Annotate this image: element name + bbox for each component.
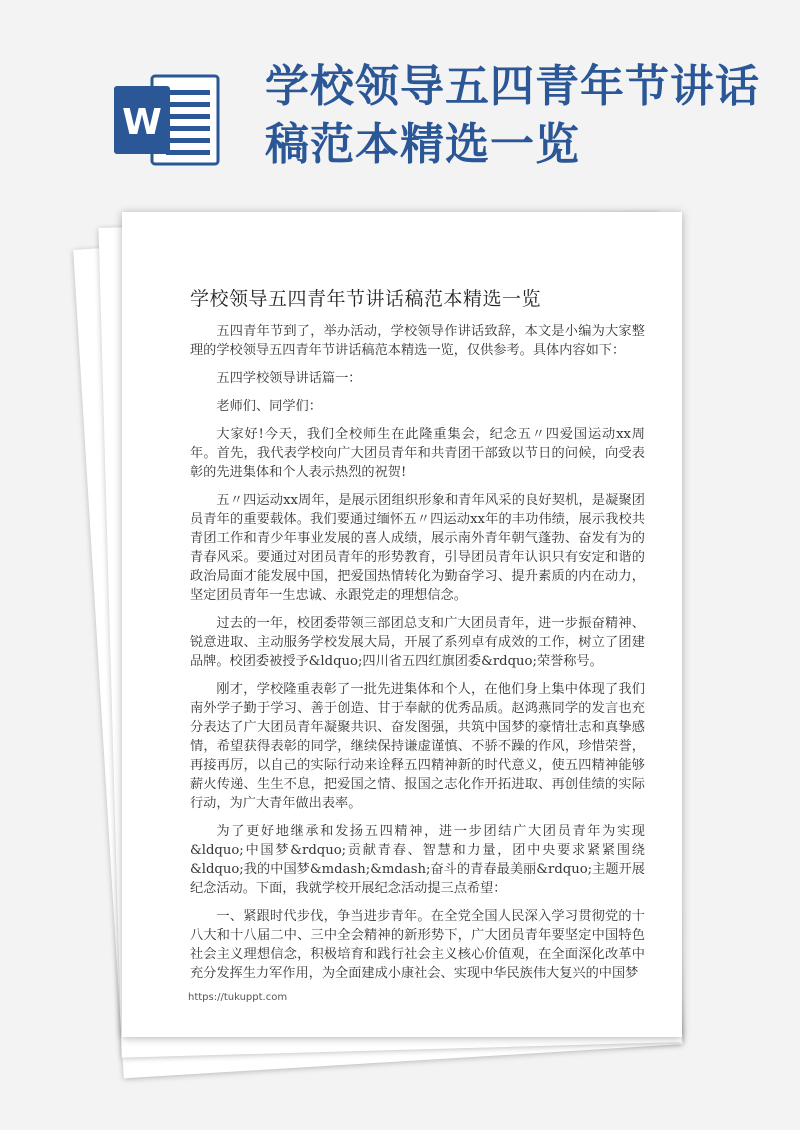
paragraph: 老师们、同学们： xyxy=(216,399,322,414)
paragraph: 大家好!今天，我们全校师生在此隆重集会，纪念五〃四爱国运动xx周年。首先，我代表学校向广大团员青年和共青团干部致以节日的问候，向受表彰的先进集体和个人表示热烈的祝贺! xyxy=(190,427,645,480)
banner-title: 学校领导五四青年节讲话稿范本精选一览 xyxy=(265,61,760,170)
document-page xyxy=(122,212,682,1037)
paragraph: 五〃四运动xx周年，是展示团组织形象和青年风采的良好契机，是凝聚团员青年的重要载体。我们要通过缅怀五〃四运动xx年的丰功伟绩，展示我校共青团工作和青少年事业发展的喜人成绩，展示南外青年朝气蓬勃、奋发有为的青春风采。要通过对团员青年的形势教育，引导团员青年认识只有安定和谐的政治局面才能发展中国，把爱国热情转化为勤奋学习、提升素质的内在动力，坚定团员青年一生忠诚、永跟党走的理想信念。 xyxy=(190,493,645,603)
footer-url: https://tukuppt.com xyxy=(188,992,288,1003)
svg-text:W: W xyxy=(122,102,162,143)
word-doc-icon xyxy=(112,70,222,170)
paragraph: 五四青年节到了，举办活动，学校领导作讲话致辞，本文是小编为大家整理的学校领导五四青年节讲话稿范本精选一览，仅供参考。具体内容如下： xyxy=(190,324,645,358)
paragraph: 为了更好地继承和发扬五四精神，进一步团结广大团员青年为实现&ldquo;中国梦&rdquo;贡献青春、智慧和力量，团中央要求紧紧围绕&ldquo;我的中国梦&mdash;&mdash;奋斗的青春最美丽&rdquo;主题开展纪念活动。下面，我就学校开展纪念活动提三点希望： xyxy=(190,824,645,896)
paragraph: 五四学校领导讲话篇一： xyxy=(216,371,362,386)
paragraph: 刚才，学校隆重表彰了一批先进集体和个人，在他们身上集中体现了我们南外学子勤于学习、善于创造、甘于奉献的优秀品质。赵鸿燕同学的发言也充分表达了广大团员青年凝聚共识、奋发图强，共筑中国梦的豪情壮志和真挚感情，希望获得表彰的同学，继续保持谦虚谨慎、不骄不躁的作风，珍惜荣誉，再接再厉，以自己的实际行动来诠释五四精神新的时代意义，使五四精神能够薪火传递、生生不息，把爱国之情、报国之志化作开拓进取、再创佳绩的实际行动，为广大青年做出表率。 xyxy=(190,682,645,811)
document-body xyxy=(190,322,645,992)
paragraph: 过去的一年，校团委带领三部团总支和广大团员青年，进一步振奋精神、锐意进取、主动服务学校发展大局，开展了系列卓有成效的工作，树立了团建品牌。校团委被授予&ldquo;四川省五四红旗团委&rdquo;荣誉称号。 xyxy=(190,616,645,669)
paragraph: 一、紧跟时代步伐，争当进步青年。在全党全国人民深入学习贯彻党的十八大和十八届二中、三中全会精神的新形势下，广大团员青年要坚定中国特色社会主义理想信念，积极培育和践行社会主义核心价值观，在全面深化改革中充分发挥生力军作用，为全面建成小康社会、实现中华民族伟大复兴的中国梦 xyxy=(190,909,645,981)
document-title: 学校领导五四青年节讲话稿范本精选一览 xyxy=(190,288,542,310)
